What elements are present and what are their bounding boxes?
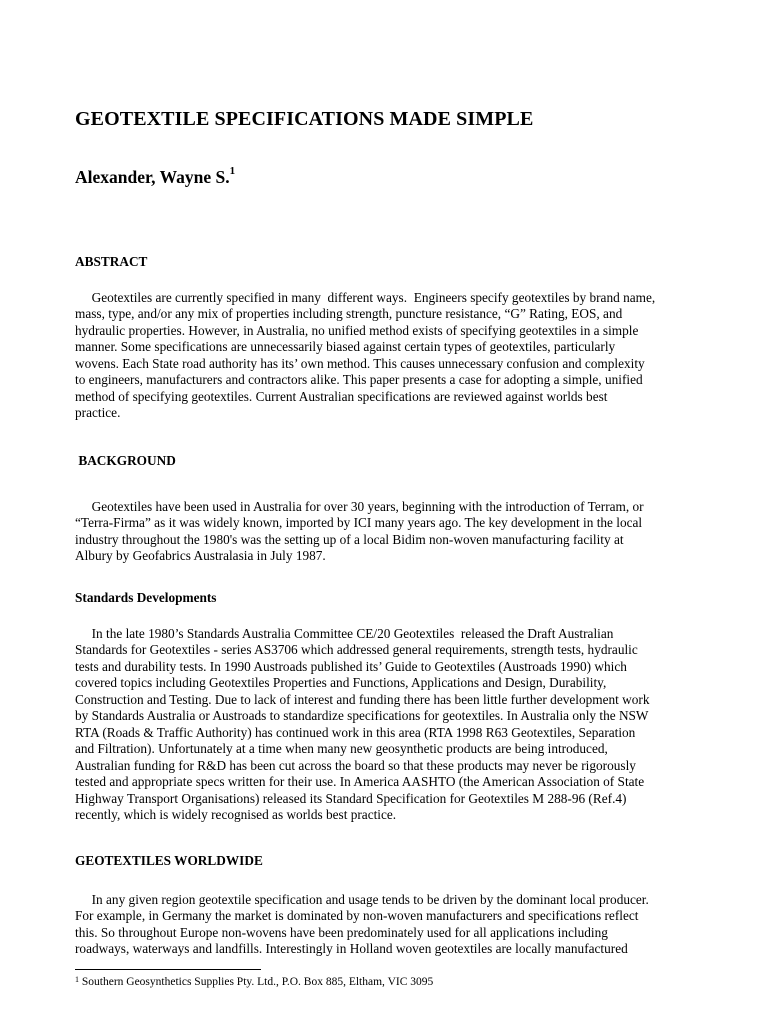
author-name: Alexander, Wayne S. — [75, 167, 230, 187]
standards-line: and Filtration). Unfortunately at a time when many new geosynthetic products are being introduced, — [75, 741, 608, 757]
standards-line: Australian funding for R&D has been cut across the board so that these products may never be rigorously — [75, 757, 636, 773]
background-line: “Terra-Firma” as it was widely known, imported by ICI many years ago. The key development in the local — [75, 515, 643, 531]
standards-line: In the late 1980’s Standards Australia Committee CE/20 Geotextiles released the Draft Australian — [75, 626, 614, 641]
background-line: Geotextiles have been used in Australia for over 30 years, beginning with the introduction of Terram, or — [75, 499, 644, 514]
background-line: industry throughout the 1980's was the setting up of a local Bidim non-woven manufacturing facility at — [75, 531, 624, 547]
abstract-line: Geotextiles are currently specified in many different ways. Engineers specify geotextiles by brand name, — [75, 290, 656, 305]
abstract-heading: ABSTRACT — [75, 254, 148, 269]
abstract-line: wovens. Each State road authority has its’ own method. This causes unnecessary confusion and complexity — [75, 355, 645, 371]
abstract-line: to engineers, manufacturers and contractors alike. This paper presents a case for adopting a simple, unified — [75, 372, 643, 388]
background-paragraph — [75, 499, 705, 565]
worldwide-line: For example, in Germany the market is dominated by non-woven manufacturers and specifications reflect — [75, 908, 639, 924]
standards-line: covered topics including Geotextiles Properties and Functions, Applications and Design, Durability, — [75, 675, 607, 691]
footnote-mark: 1 — [75, 975, 79, 984]
worldwide-heading: GEOTEXTILES WORLDWIDE — [75, 853, 263, 868]
abstract-paragraph — [75, 290, 705, 422]
author-line — [75, 167, 235, 188]
worldwide-line: this. So throughout Europe non-wovens have been predominately used for all applications including — [75, 924, 608, 940]
background-heading: BACKGROUND — [75, 453, 176, 468]
standards-line: recently, which is widely recognised as worlds best practice. — [75, 806, 397, 822]
footnote-text: Southern Geosynthetics Supplies Pty. Ltd., P.O. Box 885, Eltham, VIC 3095 — [79, 976, 434, 988]
standards-line: tested and appropriate specs written for their use. In America AASHTO (the American Association of State — [75, 774, 645, 790]
abstract-line: method of specifying geotextiles. Current Australian specifications are reviewed against worlds best — [75, 388, 608, 404]
abstract-line: hydraulic properties. However, in Australia, no unified method exists of specifying geotextiles in a simple — [75, 322, 639, 338]
worldwide-paragraph — [75, 892, 705, 958]
abstract-line: mass, type, and/or any mix of properties including strength, puncture resistance, “G” Rating, EOS, and — [75, 306, 623, 322]
standards-line: Construction and Testing. Due to lack of interest and funding there has been little further development work — [75, 691, 650, 707]
standards-line: tests and durability tests. In 1990 Austroads published its’ Guide to Geotextiles (Austroads 1990) which — [75, 658, 627, 674]
footnote — [75, 976, 433, 988]
author-footnote-mark: 1 — [229, 165, 236, 177]
standards-line: Standards for Geotextiles - series AS3706 which addressed general requirements, strength tests, hydraulic — [75, 642, 638, 658]
standards-heading: Standards Developments — [75, 590, 217, 605]
worldwide-line: roadways, waterways and landfills. Interestingly in Holland woven geotextiles are locally manufactured — [75, 941, 628, 957]
worldwide-line: In any given region geotextile specification and usage tends to be driven by the dominant local producer. — [75, 892, 649, 907]
standards-paragraph — [75, 626, 705, 823]
standards-line: Highway Transport Organisations) released its Standard Specification for Geotextiles M 288-96 (Ref.4) — [75, 790, 627, 806]
standards-line: RTA (Roads & Traffic Authority) has continued work in this area (RTA 1998 R63 Geotextiles, Separation — [75, 724, 636, 740]
footnote-divider — [75, 969, 261, 970]
background-line: Albury by Geofabrics Australasia in July 1987. — [75, 548, 326, 564]
paper-title: GEOTEXTILE SPECIFICATIONS MADE SIMPLE — [75, 108, 534, 130]
standards-line: by Standards Australia or Austroads to standardize specifications for geotextiles. In Australia only the NSW — [75, 708, 649, 724]
abstract-line: manner. Some specifications are unnecessarily biased against certain types of geotextiles, particularly — [75, 339, 616, 355]
abstract-line: practice. — [75, 405, 121, 421]
